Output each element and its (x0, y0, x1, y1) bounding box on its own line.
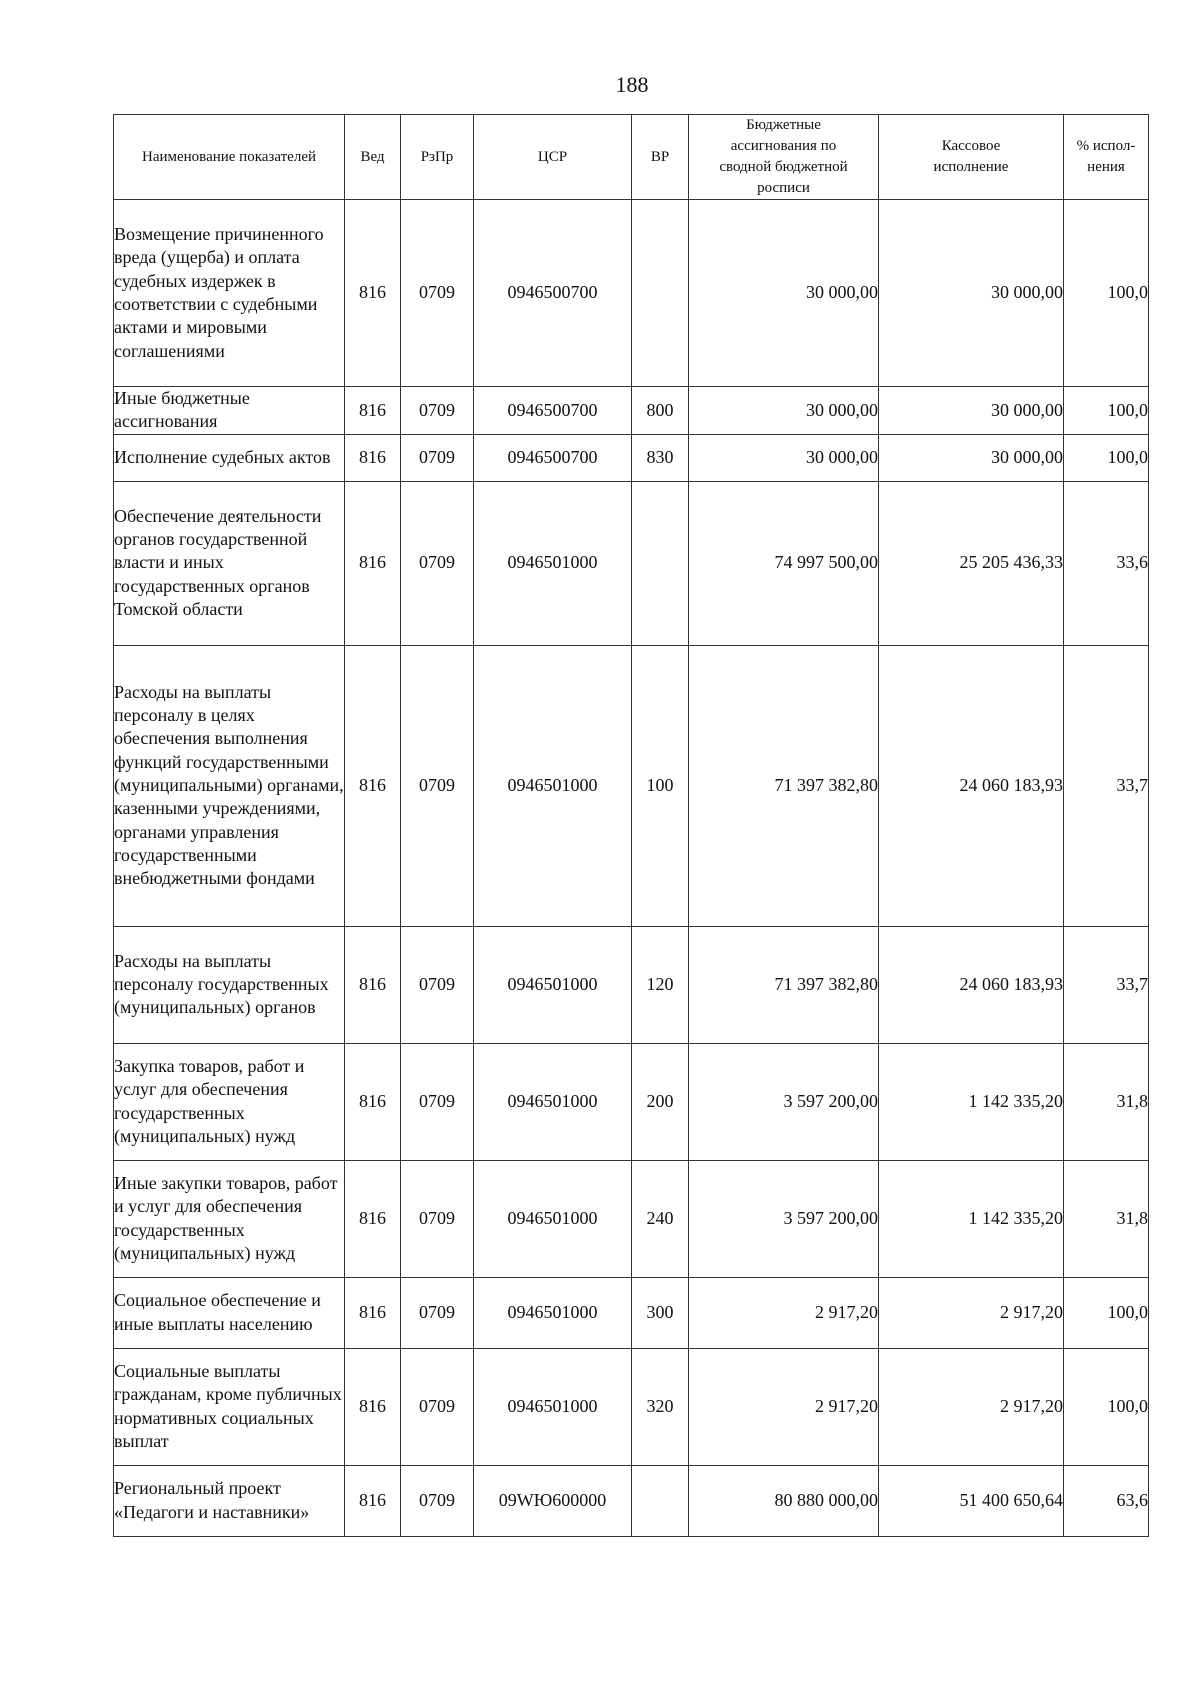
row-vr (632, 1465, 689, 1536)
row-budget: 30 000,00 (689, 434, 879, 481)
row-vr: 300 (632, 1277, 689, 1348)
row-vr (632, 200, 689, 387)
row-vr: 200 (632, 1043, 689, 1160)
row-percent: 33,7 (1064, 645, 1149, 926)
row-csr: 0946501000 (474, 926, 632, 1043)
table-row (114, 434, 1149, 481)
row-rzpr: 0709 (401, 1348, 474, 1465)
row-name: Иные бюджетные ассигнования (114, 387, 345, 435)
row-budget: 3 597 200,00 (689, 1160, 879, 1277)
row-cash: 1 142 335,20 (879, 1043, 1064, 1160)
row-name: Обеспечение деятельности органов государственной власти и иных государственных органов Томской области (114, 481, 345, 645)
row-name: Закупка товаров, работ и услуг для обеспечения государственных (муниципальных) нужд (114, 1043, 345, 1160)
row-budget: 30 000,00 (689, 387, 879, 435)
row-cash: 30 000,00 (879, 387, 1064, 435)
row-csr: 0946501000 (474, 645, 632, 926)
row-budget: 2 917,20 (689, 1348, 879, 1465)
header-rzpr: РзПр (401, 115, 474, 200)
row-rzpr: 0709 (401, 434, 474, 481)
table-row (114, 1348, 1149, 1465)
row-csr: 09WЮ600000 (474, 1465, 632, 1536)
table-row (114, 387, 1149, 435)
row-csr: 0946501000 (474, 481, 632, 645)
row-csr: 0946500700 (474, 434, 632, 481)
row-csr: 0946501000 (474, 1160, 632, 1277)
row-name: Социальные выплаты гражданам, кроме публичных нормативных социальных выплат (114, 1348, 345, 1465)
header-percent: % испол-нения (1064, 115, 1149, 200)
row-budget: 71 397 382,80 (689, 645, 879, 926)
table-row (114, 1043, 1149, 1160)
row-percent: 33,7 (1064, 926, 1149, 1043)
row-cash: 30 000,00 (879, 434, 1064, 481)
header-name: Наименование показателей (114, 115, 345, 200)
row-budget: 74 997 500,00 (689, 481, 879, 645)
row-percent: 100,0 (1064, 387, 1149, 435)
row-percent: 63,6 (1064, 1465, 1149, 1536)
row-csr: 0946501000 (474, 1348, 632, 1465)
row-ved: 816 (345, 481, 401, 645)
row-cash: 2 917,20 (879, 1277, 1064, 1348)
row-budget: 3 597 200,00 (689, 1043, 879, 1160)
row-ved: 816 (345, 1348, 401, 1465)
row-percent: 100,0 (1064, 434, 1149, 481)
row-budget: 30 000,00 (689, 200, 879, 387)
row-rzpr: 0709 (401, 1043, 474, 1160)
row-name: Возмещение причиненного вреда (ущерба) и оплата судебных издержек в соответствии с судебными актами и мировыми соглашениями (114, 200, 345, 387)
row-name: Расходы на выплаты персоналу государственных (муниципальных) органов (114, 926, 345, 1043)
header-budget: Бюджетные ассигнования по сводной бюджетной росписи (689, 115, 879, 200)
row-percent: 100,0 (1064, 200, 1149, 387)
table-row (114, 645, 1149, 926)
row-rzpr: 0709 (401, 1277, 474, 1348)
row-ved: 816 (345, 1043, 401, 1160)
row-rzpr: 0709 (401, 926, 474, 1043)
row-vr: 830 (632, 434, 689, 481)
table-row (114, 1277, 1149, 1348)
row-cash: 25 205 436,33 (879, 481, 1064, 645)
row-cash: 24 060 183,93 (879, 926, 1064, 1043)
row-rzpr: 0709 (401, 387, 474, 435)
table-row (114, 926, 1149, 1043)
table-row (114, 1465, 1149, 1536)
row-cash: 51 400 650,64 (879, 1465, 1064, 1536)
row-vr: 800 (632, 387, 689, 435)
row-csr: 0946501000 (474, 1043, 632, 1160)
row-budget: 80 880 000,00 (689, 1465, 879, 1536)
header-cash: Кассовое исполнение (879, 115, 1064, 200)
row-rzpr: 0709 (401, 1465, 474, 1536)
row-cash: 2 917,20 (879, 1348, 1064, 1465)
row-vr (632, 481, 689, 645)
row-ved: 816 (345, 645, 401, 926)
row-csr: 0946500700 (474, 387, 632, 435)
row-rzpr: 0709 (401, 645, 474, 926)
row-percent: 33,6 (1064, 481, 1149, 645)
table-row (114, 200, 1149, 387)
row-budget: 2 917,20 (689, 1277, 879, 1348)
row-name: Исполнение судебных актов (114, 434, 345, 481)
row-ved: 816 (345, 1277, 401, 1348)
row-percent: 31,8 (1064, 1043, 1149, 1160)
page-number: 188 (615, 72, 649, 97)
row-name: Социальное обеспечение и иные выплаты населению (114, 1277, 345, 1348)
header-ved: Вед (345, 115, 401, 200)
row-name: Иные закупки товаров, работ и услуг для обеспечения государственных (муниципальных) нужд (114, 1160, 345, 1277)
row-budget: 71 397 382,80 (689, 926, 879, 1043)
row-csr: 0946501000 (474, 1277, 632, 1348)
row-vr: 120 (632, 926, 689, 1043)
row-ved: 816 (345, 1465, 401, 1536)
row-name: Региональный проект «Педагоги и наставники» (114, 1465, 345, 1536)
row-ved: 816 (345, 434, 401, 481)
header-vr: ВР (632, 115, 689, 200)
row-ved: 816 (345, 387, 401, 435)
header-row (114, 115, 1149, 200)
table-row (114, 481, 1149, 645)
row-cash: 1 142 335,20 (879, 1160, 1064, 1277)
row-rzpr: 0709 (401, 481, 474, 645)
row-csr: 0946500700 (474, 200, 632, 387)
row-percent: 31,8 (1064, 1160, 1149, 1277)
budget-execution-table (113, 114, 1149, 1537)
row-percent: 100,0 (1064, 1348, 1149, 1465)
table-row (114, 1160, 1149, 1277)
row-percent: 100,0 (1064, 1277, 1149, 1348)
row-ved: 816 (345, 1160, 401, 1277)
row-rzpr: 0709 (401, 1160, 474, 1277)
row-vr: 240 (632, 1160, 689, 1277)
row-name: Расходы на выплаты персоналу в целях обеспечения выполнения функций государственными (муниципальными) органами, казенными учреждениями, органами управления государственными внебюджетными фондами (114, 645, 345, 926)
header-csr: ЦСР (474, 115, 632, 200)
row-vr: 100 (632, 645, 689, 926)
row-vr: 320 (632, 1348, 689, 1465)
row-ved: 816 (345, 926, 401, 1043)
row-cash: 30 000,00 (879, 200, 1064, 387)
row-cash: 24 060 183,93 (879, 645, 1064, 926)
row-rzpr: 0709 (401, 200, 474, 387)
row-ved: 816 (345, 200, 401, 387)
